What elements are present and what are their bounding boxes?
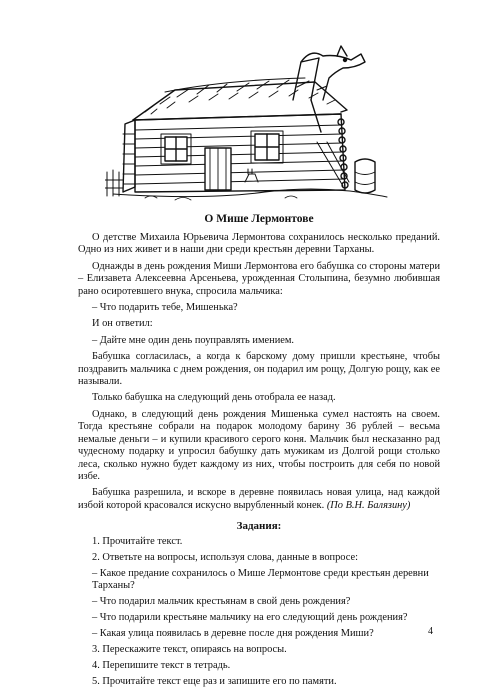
story-attribution: (По В.Н. Балязину) — [326, 499, 411, 511]
task-item: – Что подарил мальчик крестьянам в свой день рождения? — [92, 596, 351, 608]
story-paragraph: Только бабушка на следующий день отобрала ее назад. — [92, 392, 336, 404]
story-paragraph: Однажды в день рождения Миши Лермонтова его бабушка со стороны матери – Елизавета Алексеевна Арсеньева, урожденная Столыпина, безумно любившая рано осиротевшего внука, спросила мальчика: — [78, 260, 440, 297]
task-item: 3. Перескажите текст, опираясь на вопросы. — [92, 643, 287, 655]
task-item: 4. Перепишите текст в тетрадь. — [92, 659, 231, 671]
story-paragraph: Бабушка согласилась, а когда к барскому дому пришли крестьяне, чтобы поздравить мальчика с днем рождения, он подарил им рощу, Долгую рощу, как ее называли. — [78, 351, 440, 388]
page-number: 4 — [428, 626, 433, 637]
story-paragraph: Однако, в следующий день рождения Мишенька сумел настоять на своем. Тогда крестьяне собрали на подарок молодому барину 36 рублей – весьма немалые деньги – и купили красивого серого коня. Мальчик был несказанно рад чудесному подарку и упросил бабушку дать мужикам из Долгой рощи столько леса, сколько нужно будет каждому из них, чтобы построить для себя по новой избе. — [78, 408, 440, 482]
task-item: – Что подарили крестьяне мальчику на его следующий день рождения? — [92, 611, 408, 623]
story-paragraph: – Что подарить тебе, Мишенька? — [92, 302, 238, 314]
story-paragraph: – Дайте мне один день поуправлять имением. — [92, 334, 295, 346]
story-title: О Мише Лермонтове — [204, 213, 314, 225]
story-paragraph-text: Бабушка разрешила, и вскоре в деревне появилась новая улица, над каждой избой которой красовался искусно вырубленный конек. — [78, 487, 440, 511]
task-item: 1. Прочитайте текст. — [92, 536, 183, 548]
task-item: – Какая улица появилась в деревне после дня рождения Миши? — [92, 627, 374, 639]
task-item: 5. Прочитайте текст еще раз и запишите его по памяти. — [92, 675, 337, 687]
task-item: – Какое предание сохранилось о Мише Лермонтове среди крестьян деревни Тарханы? — [92, 567, 429, 592]
house-with-horse-illustration — [105, 42, 390, 207]
story-paragraph: О детстве Михаила Юрьевича Лермонтова сохранилось несколько преданий. Одно из них живет и в наши дни среди крестьян деревни Тарханы. — [78, 232, 440, 256]
story-paragraph-last — [78, 487, 440, 512]
tasks-title: Задания: — [236, 520, 282, 533]
story-paragraph: И он ответил: — [92, 318, 153, 330]
task-item: 2. Ответьте на вопросы, используя слова, данные в вопросе: — [92, 552, 359, 564]
text-body — [78, 213, 440, 691]
